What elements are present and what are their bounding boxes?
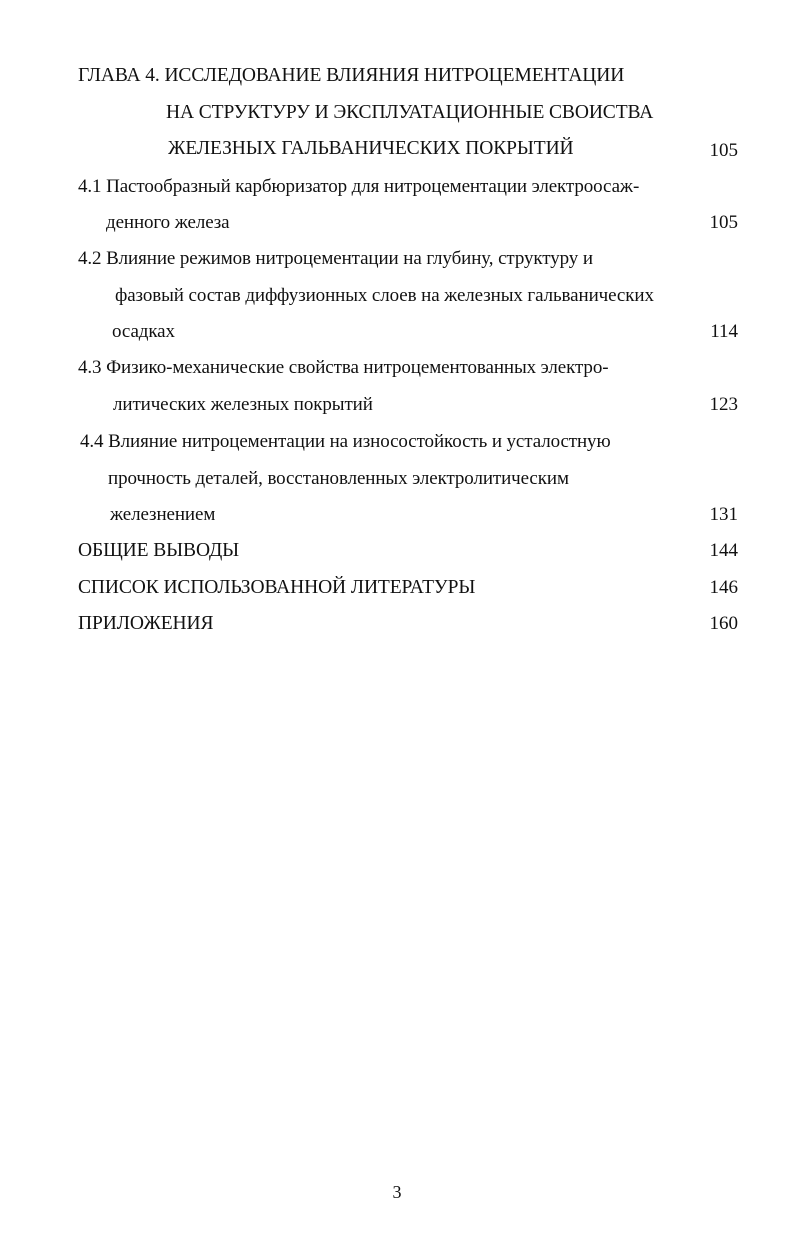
toc-section-4-3-line1: 4.3 Физико-механические свойства нитроцементованных электро-	[78, 357, 609, 378]
toc-chapter4-title-line3: ЖЕЛЕЗНЫХ ГАЛЬВАНИЧЕСКИХ ПОКРЫТИЙ	[168, 138, 574, 159]
toc-chapter4-page: 105	[709, 140, 738, 161]
toc-chapter4-title-line2: НА СТРУКТУРУ И ЭКСПЛУАТАЦИОННЫЕ СВОИСТВА	[166, 102, 654, 123]
toc-section-4-1-page: 105	[709, 212, 738, 233]
toc-section-4-1-line1: 4.1 Пастообразный карбюризатор для нитроцементации электроосаж-	[78, 176, 640, 197]
toc-section-4-1-line2: денного железа	[106, 212, 230, 233]
toc-section-4-4-line2: прочность деталей, восстановленных электролитическим	[108, 468, 569, 489]
toc-conclusions: ОБЩИЕ ВЫВОДЫ	[78, 540, 240, 561]
toc-section-4-2-line2: фазовый состав диффузионных слоев на железных гальванических	[115, 285, 654, 306]
toc-appendices: ПРИЛОЖЕНИЯ	[78, 613, 214, 634]
page-number: 3	[392, 1182, 402, 1202]
toc-references: СПИСОК ИСПОЛЬЗОВАННОЙ ЛИТЕРАТУРЫ	[78, 577, 476, 598]
toc-section-4-4-line1: 4.4 Влияние нитроцементации на износостойкость и усталостную	[80, 431, 611, 452]
toc-chapter4-title-line1: ГЛАВА 4. ИССЛЕДОВАНИЕ ВЛИЯНИЯ НИТРОЦЕМЕНТАЦИИ	[78, 65, 625, 86]
toc-conclusions-page: 144	[709, 540, 738, 561]
toc-section-4-2-page: 114	[710, 321, 738, 342]
toc-section-4-4-page: 131	[709, 504, 738, 525]
toc-appendices-page: 160	[709, 613, 738, 634]
toc-section-4-3-page: 123	[709, 394, 738, 415]
toc-section-4-2-line3: осадках	[112, 321, 175, 342]
toc-section-4-2-line1: 4.2 Влияние режимов нитроцементации на глубину, структуру и	[78, 248, 593, 269]
toc-section-4-4-line3: железнением	[110, 504, 216, 525]
toc-references-page: 146	[709, 577, 738, 598]
toc-section-4-3-line2: литических железных покрытий	[113, 394, 373, 415]
